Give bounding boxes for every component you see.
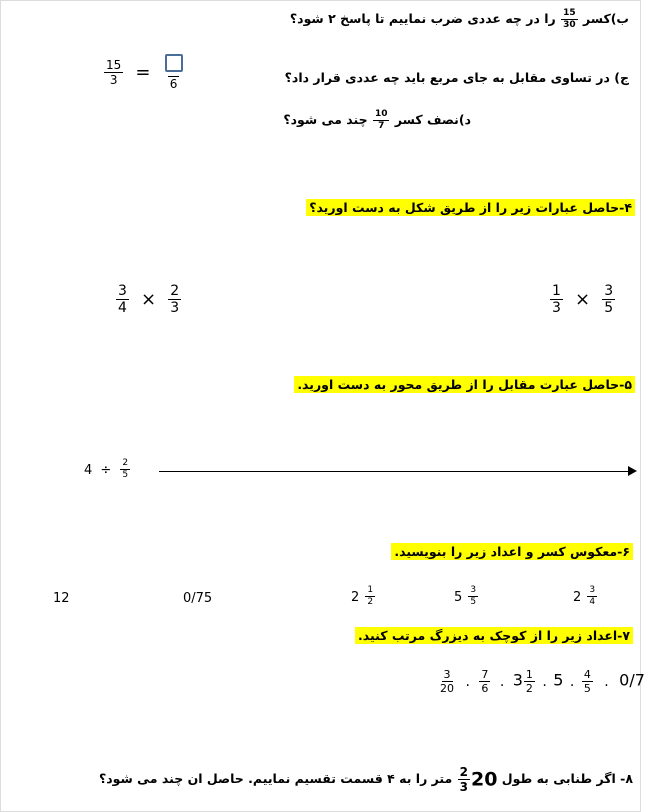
q3-equation: [103, 54, 186, 90]
divide-sign: ÷: [100, 463, 112, 478]
question-3d: [283, 110, 471, 131]
q8-suffix: متر را به ۴ قسمت تقسیم نماییم. حاصل ان چند می شود؟: [99, 771, 453, 786]
q3d-fraction: $\frac{10}{7}$: [374, 109, 388, 131]
q7-numbers: $\frac{3}{20}$ . $\frac{7}{6}$ . 3 $\frac{1}{2}$ . 5 . $\frac{4}{5}$ . 0/7: [440, 668, 645, 695]
q6-mixed-1: 2 $\frac{3}{4}$: [573, 585, 596, 607]
q8-fraction: $\frac{2}{3}$: [459, 765, 468, 794]
question-6-title: ۶-معکوس کسر و اعداد زیر را بنویسید.: [391, 544, 633, 559]
q6-mixed-3: 2 $\frac{1}{2}$: [351, 585, 374, 607]
q3b-fraction: $\frac{15}{30}$: [563, 8, 576, 30]
question-5-title: ۵-حاصل عبارت مقابل را از طریق محور به دست اورید.: [294, 377, 635, 392]
equals-sign: =: [135, 61, 151, 83]
times-sign: ×: [575, 289, 591, 310]
q8-prefix: ۸- اگر طنابی به طول: [501, 771, 633, 786]
q4-expression-1: $\frac{1}{3}$ × $\frac{3}{5}$: [552, 283, 614, 316]
q5-expression: 4 ÷ $\frac{2}{5}$: [84, 458, 129, 480]
eq-left-fraction: $\frac{15}{3}$: [106, 57, 122, 87]
q3d-suffix: چند می شود؟: [283, 112, 368, 127]
q4-expression-2: $\frac{3}{4}$ × $\frac{2}{3}$: [118, 283, 180, 316]
eq-right-fraction: 6: [163, 54, 185, 90]
question-3b: [290, 9, 629, 30]
times-sign: ×: [141, 289, 157, 310]
question-4-title: ۴-حاصل عبارات زیر را از طریق شکل به دست اورید؟: [306, 200, 635, 215]
q6-integer: 12: [53, 591, 70, 606]
number-line-arrow-icon: [628, 466, 637, 476]
number-line: [159, 471, 631, 472]
question-8: [99, 766, 633, 793]
q3d-prefix: د)نصف کسر: [394, 112, 471, 127]
q8-whole: 20: [470, 768, 498, 791]
q3b-suffix: را در چه عددی ضرب نماییم تا پاسخ ۲ شود؟: [289, 11, 556, 26]
q6-decimal: 0/75: [183, 591, 213, 606]
q6-mixed-2: 5 $\frac{3}{5}$: [454, 585, 477, 607]
blank-square: [165, 54, 183, 72]
question-3c: ج) در تساوی مقابل به جای مربع باید چه عددی قرار داد؟: [284, 70, 629, 85]
q3b-prefix: ب)کسر: [582, 11, 629, 26]
question-7-title: ۷-اعداد زیر را از کوچک به دیزرگ مرتب کنید.: [355, 628, 633, 643]
